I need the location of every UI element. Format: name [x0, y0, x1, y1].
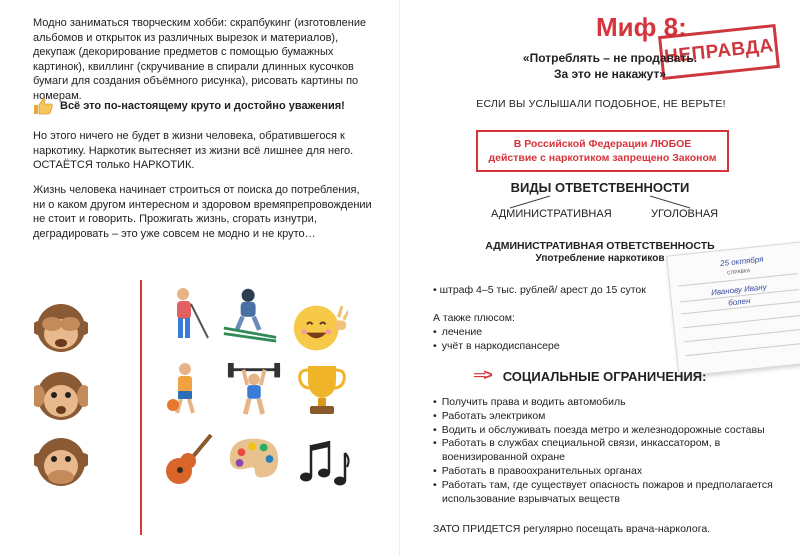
quote-line-1: «Потреблять – не продавать.: [522, 51, 698, 65]
palette-icon: [226, 432, 282, 488]
myth-quote: [500, 50, 720, 82]
criminal-type-label: УГОЛОВНАЯ: [651, 208, 719, 220]
arrow-icon: ═>: [474, 367, 491, 384]
speak-no-evil-monkey-icon: [33, 434, 89, 490]
list-item: • лечение: [433, 325, 560, 339]
footer-text: ЗАТО ПРИДЕТСЯ регулярно посещать врача-нарколога.: [433, 523, 711, 535]
paragraph-drug-displaces: Но этого ничего не будет в жизни человека, обратившегося к наркотику. Наркотик вытесняет из жизни всё лишнее для него. ОСТАЁТСЯ только НАРКОТИК.: [33, 130, 354, 171]
list-item: • учёт в наркодиспансере: [433, 339, 560, 353]
list-item: • Получить права и водить автомобиль: [433, 396, 793, 410]
thumbs-up-icon: [33, 97, 53, 115]
law-box: [476, 130, 729, 172]
intro-paragraph: Модно заниматься творческим хобби: скрапбукинг (изготовление альбомов и открыток из различных вырезок и материалов), декупаж (декорирование предметов с помощью бумажных картинок), квиллинг (скручивание в спирали длинных кусочков бумаги для создания объёмного рисунка), рисовать картины по номерам.: [33, 17, 367, 102]
myth-title: Миф 8:: [596, 12, 687, 42]
social-title-text: СОЦИАЛЬНЫЕ ОГРАНИЧЕНИЯ:: [502, 368, 707, 384]
divider-line: [140, 280, 142, 535]
fine-text: • штраф 4–5 тыс. рублей/ арест до 15 суток: [433, 284, 646, 296]
see-no-evil-monkey-icon: [33, 300, 89, 356]
extras-list: [433, 325, 560, 353]
warning-note: ЕСЛИ ВЫ УСЛЫШАЛИ ПОДОБНОЕ, НЕ ВЕРЬТЕ!: [476, 98, 726, 110]
list-item: • Работать электриком: [433, 410, 793, 424]
list-item: • Водить и обслуживать поезда метро и железнодорожные составы: [433, 424, 793, 438]
basketball-player-icon: [160, 362, 216, 418]
highlight-text: Всё это по-настоящему круто и достойно уважения!: [60, 100, 345, 112]
admin-type-label: АДМИНИСТРАТИВНАЯ: [491, 208, 612, 220]
right-page: [400, 0, 800, 555]
cert-name: Иванову Ивану: [710, 282, 768, 298]
golfer-icon: [160, 286, 216, 342]
list-item: • Работать там, где существует опасность пожаров и предполагается использование взрывчатых веществ: [433, 479, 793, 507]
admin-section-title: АДМИНИСТРАТИВНАЯ ОТВЕТСТВЕННОСТЬ: [485, 240, 715, 252]
responsibility-types-title: ВИДЫ ОТВЕТСТВЕННОСТИ: [510, 180, 690, 195]
social-restrictions-title: [474, 367, 706, 385]
cert-diagnosis: болен: [727, 296, 751, 308]
list-item: • Работать в правоохранительных органах: [433, 465, 793, 479]
weightlifter-icon: [226, 362, 282, 418]
list-item: • Работать в службах специальной связи, инкассатором, в военизированной охране: [433, 437, 793, 465]
guitar-icon: [160, 432, 216, 488]
law-line-1: В Российской Федерации ЛЮБОЕ: [513, 138, 692, 150]
hear-no-evil-monkey-icon: [33, 368, 89, 424]
trophy-icon: [294, 362, 350, 418]
music-notes-icon: [296, 436, 352, 492]
medical-certificate-image: [666, 241, 800, 377]
admin-section-subtitle: Употребление наркотиков: [535, 253, 665, 264]
paragraph-life-degrades: Жизнь человека начинает строиться от поиска до потребления, ни о каком другом интересном и здоровом времяпрепровождении не стоит и говорить. Прожигать жизнь, сгорать изнутри, деградировать – это уже совсем не модно и не круто…: [33, 184, 372, 240]
false-stamp: НЕПРАВДА: [658, 24, 780, 80]
also-text: А также плюсом:: [433, 312, 515, 324]
quote-line-2: За это не накажут»: [553, 67, 667, 81]
restrictions-list: [433, 396, 793, 506]
smiling-peace-face-icon: [292, 300, 348, 356]
skier-icon: [222, 286, 278, 342]
cert-date: 25 октября: [719, 254, 764, 269]
law-line-2: действие с наркотиком запрещено Законом: [488, 152, 717, 164]
cert-header: СПРАВКА: [726, 268, 751, 277]
